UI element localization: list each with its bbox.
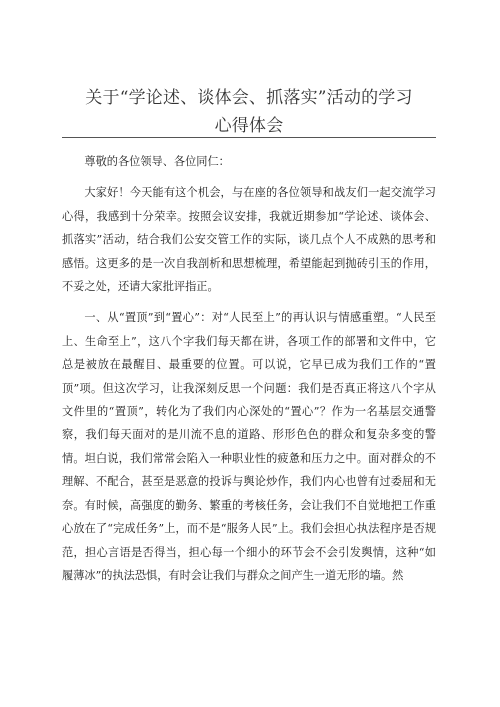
title-line-1: 关于“学论述、谈体会、抓落实”活动的学习 xyxy=(85,88,413,108)
salutation: 尊敬的各位领导、各位同仁： xyxy=(84,155,230,168)
document-body xyxy=(62,150,436,587)
title-divider xyxy=(62,137,436,138)
paragraph-section-one: 一、从“置顶”到“置心”：对“人民至上”的再认识与情感重塑。“人民至上、生命至上”，这八个字我们每天都在讲，各项工作的部署和文件中，它总是被放在最醒目、最重要的位置。可以说，它早已成为我们工作的“置顶”项。但这次学习，让我深刻反思一个问题：我们是否真正将这八个字从文件里的“置顶”，转化为了我们内心深处的“置心”？作为一名基层交通警察，我们每天面对的是川流不息的道路、形形色色的群众和复杂多变的警情。坦白说，我们常常会陷入一种职业性的疲惫和压力之中。面对群众的不理解、不配合，甚至是恶意的投诉与舆论炒作，我们内心也曾有过委屈和无奈。有时候，高强度的勤务、繁重的考核任务，会让我们不自觉地把工作重心放在了“完成任务”上，而不是“服务人民”上。我们会担心执法程序是否规范，担心言语是否得当，担心每一个细小的环节会不会引发舆情，这种“如履薄冰”的执法恐惧，有时会让我们与群众之间产生一道无形的墙。然 xyxy=(62,311,436,582)
paragraph-opening: 大家好！今天能有这个机会，与在座的各位领导和战友们一起交流学习心得，我感到十分荣幸。按照会议安排，我就近期参加“学论述、谈体会、抓落实”活动，结合我们公安交管工作的实际，谈几点个人不成熟的思考和感悟。这更多的是一次自我剖析和思想梳理，希望能起到抛砖引玉的作用，不妥之处，还请大家批评指正。 xyxy=(62,186,436,294)
title-line-2: 心得体会 xyxy=(214,116,284,136)
document-title xyxy=(62,84,436,140)
